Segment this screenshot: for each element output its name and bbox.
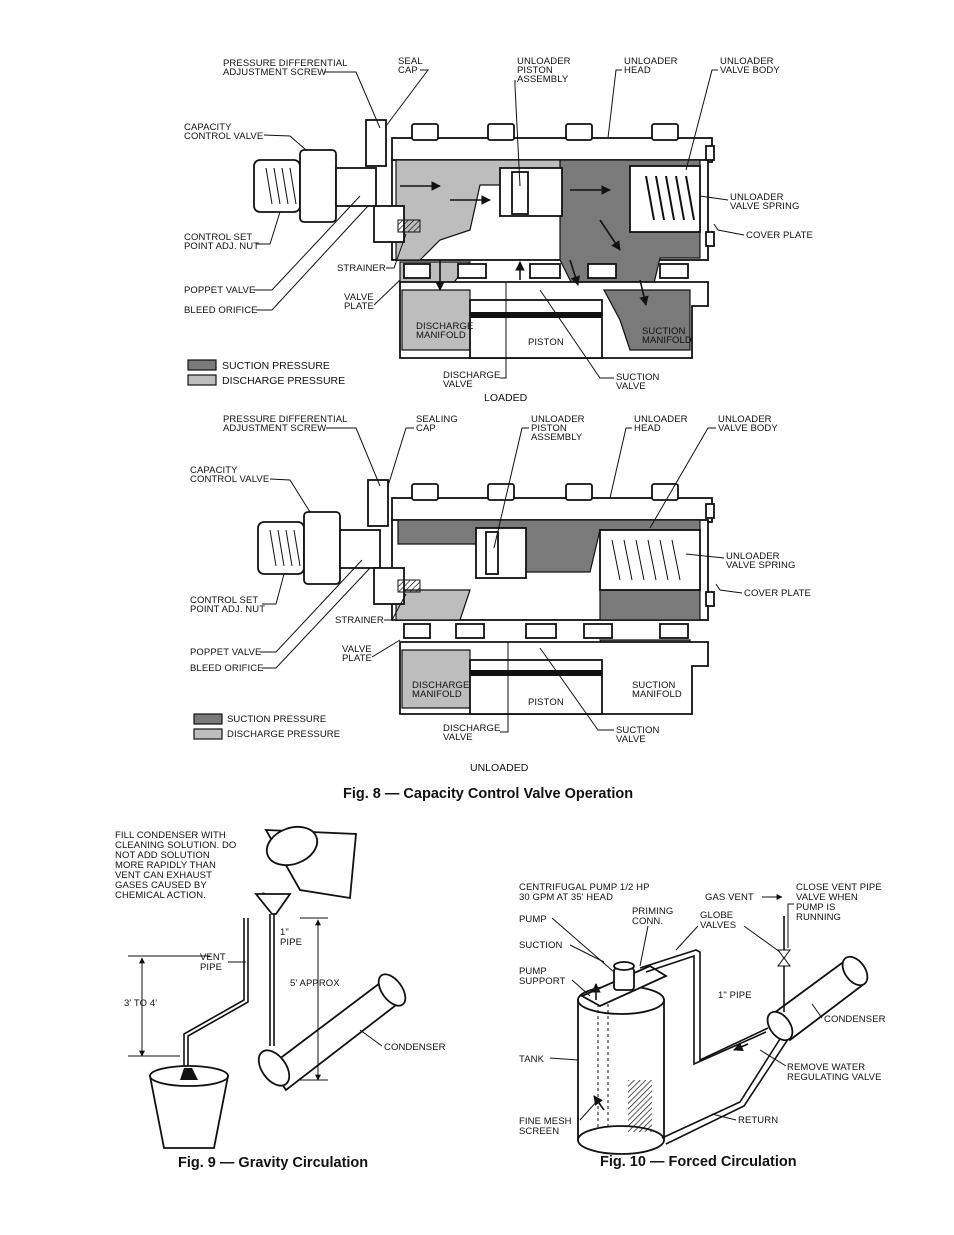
label-bleed: BLEED ORIFICE	[184, 305, 258, 316]
u-label-capacity-valve-1: CAPACITY	[190, 465, 238, 476]
fig10-screen-2: SCREEN	[519, 1126, 560, 1137]
u-label-suc-manifold-1: SUCTION	[632, 680, 676, 691]
label-suc-valve-2: VALVE	[616, 381, 646, 392]
fig10-screen-1: FINE MESH	[519, 1116, 572, 1127]
fig10-pump: PUMP	[519, 914, 547, 925]
label-unloader-piston-2: PISTON	[517, 65, 553, 76]
label-set-point-1: CONTROL SET	[184, 232, 253, 243]
label-dis-valve-2: VALVE	[443, 379, 473, 390]
fig10-remove-1: REMOVE WATER	[787, 1062, 866, 1073]
u-label-unloader-piston-2: PISTON	[531, 423, 567, 434]
u-label-dis-valve-1: DISCHARGE	[443, 723, 501, 734]
fig10-close-2: VALVE WHEN	[796, 892, 858, 903]
loaded-title: LOADED	[484, 392, 528, 404]
fig9-height: 3' TO 4'	[124, 998, 158, 1009]
label-valve-plate-1: VALVE	[344, 292, 374, 303]
label-suc-valve-1: SUCTION	[616, 372, 660, 383]
fig9-note-6: GASES CAUSED BY	[115, 880, 207, 891]
fig8-caption: Fig. 8 — Capacity Control Valve Operation	[343, 786, 634, 802]
fig10-close-1: CLOSE VENT PIPE	[796, 882, 882, 893]
label-poppet: POPPET VALVE	[184, 285, 256, 296]
fig10-support-2: SUPPORT	[519, 976, 566, 987]
fig10-close-3: PUMP IS	[796, 902, 836, 913]
fig10-gas-vent: GAS VENT	[705, 892, 754, 903]
label-dis-manifold-1: DISCHARGE	[416, 321, 474, 332]
label-unloader-piston-1: UNLOADER	[517, 56, 571, 67]
label-valve-body-1: UNLOADER	[720, 56, 774, 67]
u-label-set-point-2: POINT ADJ. NUT	[190, 604, 266, 615]
fig10-globe-2: VALVES	[700, 920, 737, 931]
u-label-strainer: STRAINER	[335, 615, 384, 626]
u-label-set-point-1: CONTROL SET	[190, 595, 259, 606]
fig9-vent-2: PIPE	[200, 962, 223, 973]
fig9-pipe-2: PIPE	[280, 937, 303, 948]
u-label-suc-manifold-2: MANIFOLD	[632, 689, 682, 700]
label-dis-valve-1: DISCHARGE	[443, 370, 501, 381]
label-valve-spring-2: VALVE SPRING	[730, 201, 800, 212]
fig9-pipe-1: 1"	[280, 927, 289, 938]
u-label-valve-body-2: VALVE BODY	[718, 423, 778, 434]
fig9-condenser: CONDENSER	[384, 1042, 446, 1053]
legend-discharge-unloaded: DISCHARGE PRESSURE	[227, 729, 341, 740]
fig10-priming-2: CONN.	[632, 916, 664, 927]
loaded-legend	[188, 360, 345, 387]
label-unloader-head-1: UNLOADER	[624, 56, 678, 67]
fig10-suction: SUCTION	[519, 940, 563, 951]
fig9-note-3: NOT ADD SOLUTION	[115, 850, 210, 861]
u-label-unloader-head-1: UNLOADER	[634, 414, 688, 425]
u-label-bleed: BLEED ORIFICE	[190, 663, 264, 674]
svg-text:ADJUSTMENT SCREW	[223, 67, 326, 78]
fig9-note-5: VENT CAN EXHAUST	[115, 870, 212, 881]
fig10-spec-1: CENTRIFUGAL PUMP 1/2 HP	[519, 882, 650, 893]
label-dis-manifold-2: MANIFOLD	[416, 330, 466, 341]
label-piston: PISTON	[528, 337, 564, 348]
u-label-unloader-head-2: HEAD	[634, 423, 661, 434]
legend-discharge-loaded: DISCHARGE PRESSURE	[222, 375, 346, 387]
u-label-suc-valve-2: VALVE	[616, 734, 646, 745]
label-strainer: STRAINER	[337, 263, 386, 274]
u-label-poppet: POPPET VALVE	[190, 647, 262, 658]
fig9-note-4: MORE RAPIDLY THAN	[115, 860, 216, 871]
unloaded-title: UNLOADED	[470, 762, 529, 774]
label-pressure-diff-1: PRESSURE DIFFERENTIAL	[223, 58, 348, 69]
label-suc-manifold-1: SUCTION	[642, 326, 686, 337]
fig10-support-1: PUMP	[519, 966, 547, 977]
label-cover-plate: COVER PLATE	[746, 230, 813, 241]
fig10-spec-2: 30 GPM AT 35' HEAD	[519, 892, 614, 903]
label-capacity-valve-1: CAPACITY	[184, 122, 232, 133]
fig9-note-2: CLEANING SOLUTION. DO	[115, 840, 237, 851]
u-label-piston: PISTON	[528, 697, 564, 708]
legend-suction-loaded: SUCTION PRESSURE	[222, 360, 330, 372]
legend-suction-unloaded: SUCTION PRESSURE	[227, 714, 327, 725]
unloaded-legend	[194, 714, 340, 740]
u-label-valve-spring-2: VALVE SPRING	[726, 560, 796, 571]
fig9-caption: Fig. 9 — Gravity Circulation	[178, 1155, 369, 1171]
fig10-priming-1: PRIMING	[632, 906, 674, 917]
label-capacity-valve-2: CONTROL VALVE	[184, 131, 264, 142]
label-valve-body-2: VALVE BODY	[720, 65, 780, 76]
label-valve-plate-2: PLATE	[344, 301, 374, 312]
fig10-caption: Fig. 10 — Forced Circulation	[600, 1154, 797, 1170]
fig10-condenser: CONDENSER	[824, 1014, 886, 1025]
label-suc-manifold-2: MANIFOLD	[642, 335, 692, 346]
u-label-dis-manifold-2: MANIFOLD	[412, 689, 462, 700]
label-unloader-piston-3: ASSEMBLY	[517, 74, 569, 85]
loaded-diagram	[254, 120, 714, 358]
u-label-valve-plate-1: VALVE	[342, 644, 372, 655]
fig9-vent-1: VENT	[200, 952, 226, 963]
label-valve-spring-1: UNLOADER	[730, 192, 784, 203]
label-unloader-head-2: HEAD	[624, 65, 651, 76]
u-label-valve-plate-2: PLATE	[342, 653, 372, 664]
label-pressure-diff-2: ADJUSTMENT SCREW	[223, 67, 327, 78]
u-label-suc-valve-1: SUCTION	[616, 725, 660, 736]
fig10-pipe: 1" PIPE	[718, 990, 752, 1001]
fig10-close-4: RUNNING	[796, 912, 842, 923]
u-label-valve-spring-1: UNLOADER	[726, 551, 780, 562]
label-seal-cap-1: SEAL	[398, 56, 423, 67]
fig10-globe-1: GLOBE	[700, 910, 734, 921]
u-label-unloader-piston-3: ASSEMBLY	[531, 432, 583, 443]
fig10-remove-2: REGULATING VALVE	[787, 1072, 882, 1083]
fig9-approx: 5' APPROX	[290, 978, 340, 989]
fig9-note-1: FILL CONDENSER WITH	[115, 830, 226, 841]
u-label-dis-valve-2: VALVE	[443, 732, 473, 743]
label-seal-cap-2: CAP	[398, 65, 418, 76]
u-label-cover-plate: COVER PLATE	[744, 588, 811, 599]
u-label-dis-manifold-1: DISCHARGE	[412, 680, 470, 691]
fig10-tank: TANK	[519, 1054, 545, 1065]
u-label-unloader-piston-1: UNLOADER	[531, 414, 585, 425]
u-label-pressure-diff-2: ADJUSTMENT SCREW	[223, 423, 327, 434]
fig10-diagram	[578, 916, 872, 1154]
fig10-return: RETURN	[738, 1115, 779, 1126]
label-set-point-2: POINT ADJ. NUT	[184, 241, 260, 252]
u-label-sealing-cap-2: CAP	[416, 423, 436, 434]
u-label-valve-body-1: UNLOADER	[718, 414, 772, 425]
u-label-sealing-cap-1: SEALING	[416, 414, 458, 425]
u-label-pressure-diff-1: PRESSURE DIFFERENTIAL	[223, 414, 348, 425]
u-label-capacity-valve-2: CONTROL VALVE	[190, 474, 270, 485]
fig9-note-7: CHEMICAL ACTION.	[115, 890, 206, 901]
unloaded-diagram	[258, 480, 714, 714]
